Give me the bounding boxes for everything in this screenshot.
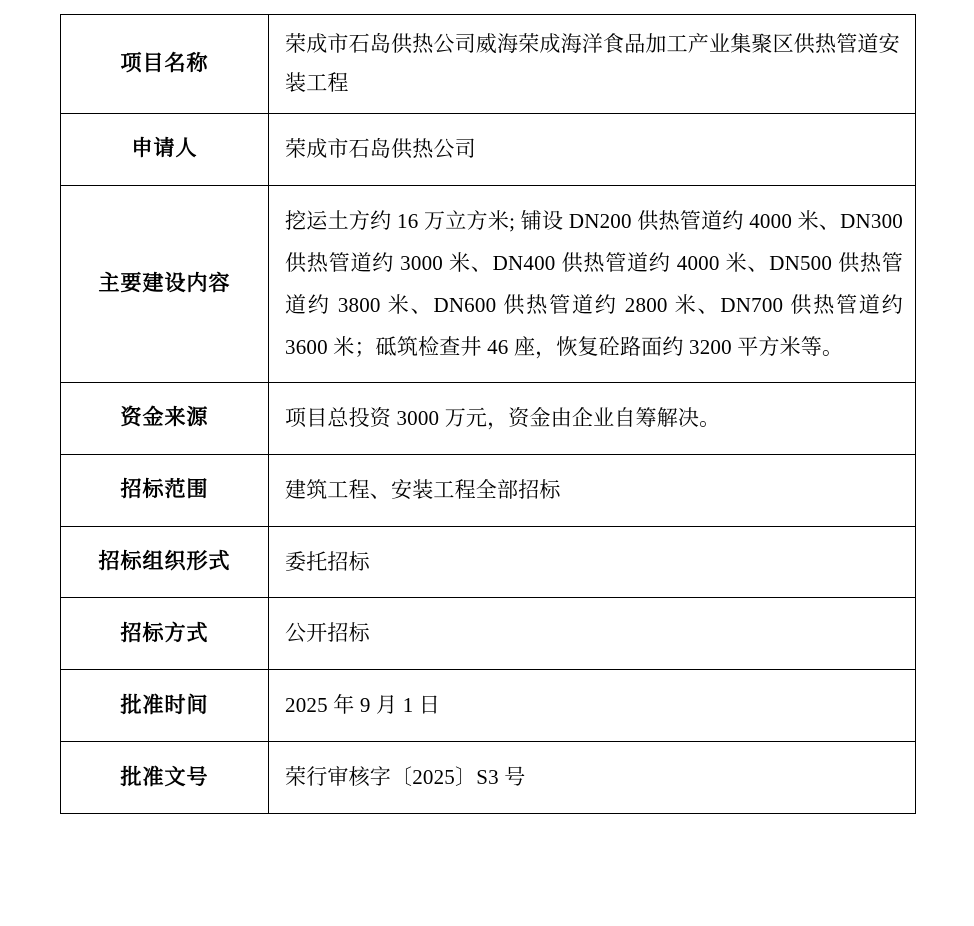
row-value-bid-scope: 建筑工程、安装工程全部招标 <box>269 454 916 526</box>
row-value-approval-date: 2025 年 9 月 1 日 <box>269 670 916 742</box>
row-value-project-name: 荣成市石岛供热公司威海荣成海洋食品加工产业集聚区供热管道安装工程 <box>269 15 916 114</box>
table-row <box>61 113 916 185</box>
row-value-funding-source: 项目总投资 3000 万元，资金由企业自筹解决。 <box>269 382 916 454</box>
row-value-approval-document-number: 荣行审核字〔2025〕S3 号 <box>269 742 916 814</box>
row-value-construction-content: 挖运土方约 16 万立方米; 铺设 DN200 供热管道约 4000 米、DN300 供热管道约 3000 米、DN400 供热管道约 4000 米、DN500 供热管道约 3800 米、DN600 供热管道约 2800 米、DN700 供热管道约 3600 米；砥筑检查井 46 座，恢复砼路面约 3200 平方米等。 <box>269 185 916 382</box>
row-label-approval-date: 批准时间 <box>61 670 269 742</box>
row-label-approval-document-number: 批准文号 <box>61 742 269 814</box>
table-row <box>61 526 916 598</box>
table-row <box>61 185 916 382</box>
table-row <box>61 742 916 814</box>
row-label-bid-organization-form: 招标组织形式 <box>61 526 269 598</box>
row-value-applicant: 荣成市石岛供热公司 <box>269 113 916 185</box>
row-label-applicant: 申请人 <box>61 113 269 185</box>
row-label-bid-scope: 招标范围 <box>61 454 269 526</box>
table-row <box>61 670 916 742</box>
table-row <box>61 454 916 526</box>
table-row <box>61 382 916 454</box>
row-label-construction-content: 主要建设内容 <box>61 185 269 382</box>
project-info-table <box>60 14 916 814</box>
row-label-funding-source: 资金来源 <box>61 382 269 454</box>
table-row <box>61 15 916 114</box>
row-label-bid-method: 招标方式 <box>61 598 269 670</box>
row-value-bid-organization-form: 委托招标 <box>269 526 916 598</box>
row-label-project-name: 项目名称 <box>61 15 269 114</box>
table-row <box>61 598 916 670</box>
row-value-bid-method: 公开招标 <box>269 598 916 670</box>
